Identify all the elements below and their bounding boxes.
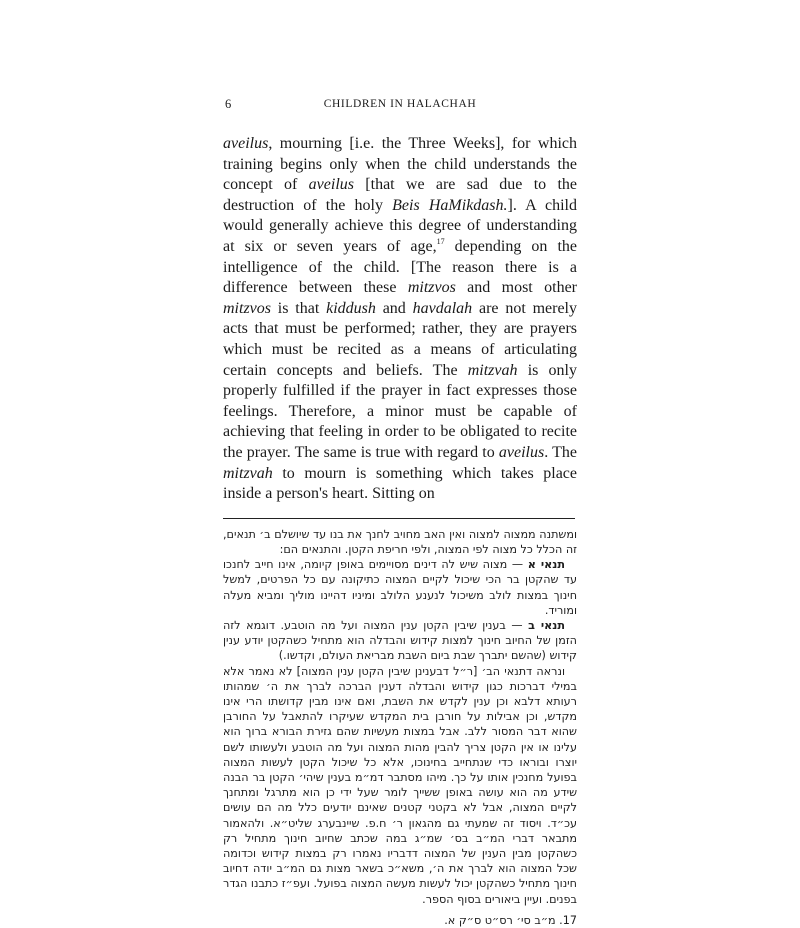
- page-number: 6: [225, 97, 232, 111]
- footnote-divider: [223, 518, 575, 519]
- italic-term: mitzvos: [223, 299, 271, 317]
- book-page: [223, 97, 577, 928]
- italic-term: mitzvah: [467, 361, 518, 379]
- italic-term: aveilus: [308, 176, 354, 194]
- text-run: depending on the intelligence of the child. [The reason there is a difference between these: [223, 237, 577, 297]
- condition-b-text: — בענין שיבין הקטן ענין המצוה ועל מה הוטבע. דוגמא לזה הזמן של החיוב חינוך למצות קידוש והבדלה הוא מתחיל כשהקטן יודע ענין קידוש (שהשם יתברך שבת ביום השבת מבריאת העולם, וקדשו.): [223, 618, 577, 663]
- footnote-condition-b: [223, 618, 577, 664]
- running-head: [223, 97, 577, 115]
- italic-term: mitzvah: [223, 464, 273, 482]
- footnote-ref: 17: [436, 236, 445, 246]
- footnote-17: 17. מ״ב סי׳ רס״ט ס״ק א.: [444, 913, 577, 927]
- text-run: , mourning [i.e. the Three Weeks], for which training begins only when the child understands the concept of: [223, 135, 577, 194]
- italic-term: aveilus: [223, 135, 269, 152]
- italic-term: havdalah: [412, 299, 473, 317]
- main-body-text: [223, 134, 577, 505]
- footnote-intro: ומשתנה ממצוה למצוה ואין האב מחויב לחנך את בנו עד שיושלם ב׳ תנאים, זה הכלל כל מצוה לפי המצוה, ולפי חריפת הקטן. והתנאים הם:: [223, 527, 577, 556]
- text-run: and: [375, 299, 413, 317]
- condition-a-text: — מצוה שיש לה דינים מסויימים באופן קיומה, אינו חייב לחנכו עד שהקטן בר הכי שיכול לקיים המצוה כתיקונה עם כל הפרטים, למשל חינוך במצות לולב משיכול לנענע הלולב ומיניו דהיינו מוליך ומביא מעלה ומוריד.: [223, 558, 577, 617]
- text-run: . The: [544, 443, 577, 461]
- italic-term: Beis HaMikdash.: [392, 196, 508, 214]
- text-run: is only properly fulfilled if the prayer in fact expresses those feelings. Therefore, a minor must be capable of achieving that feeling in order to be obligated to recite the prayer. The same is true with regard to: [223, 361, 577, 461]
- condition-b-label: תנאי ב: [528, 618, 565, 632]
- italic-term: mitzvos: [407, 279, 456, 297]
- text-run: to mourn is something which takes place inside a person's heart. Sitting on: [223, 464, 577, 503]
- hebrew-footnotes: [223, 527, 577, 928]
- text-run: is that: [271, 299, 327, 317]
- italic-term: aveilus: [498, 443, 545, 461]
- footnote-condition-a: [223, 557, 577, 618]
- book-title: CHILDREN IN HALACHAH: [323, 98, 477, 110]
- footnote-discussion: ונראה דתנאי הב׳ [ר״ל דבענינן שיבין הקטן ענין המצוה] לא נאמר אלא במילי דברכות כגון קידוש והבדלה דענין הברכה לברך את ה׳ שמהותו רעותא דלבא וכן ענין לקדש את השבת, ואם אינו מבין קדושתו הרי אינו מקדש, וכן אבילות על חורבן בית המקדש שעיקרו להתאבל על החורבן שהוא דבר המסור ללב. אבל במצות מעשיות שהם גזירת הבורא ברוך הוא עלינו או אין הקטן צריך להבין מהות המצוה ועל מה הוטבע ולעשותו לשם יוצרו ובוראו כדי שנתחייב בחינוכו, אלא כל שיכול הקטן לעשות המצוה בפועל מחנכין אותו על כך. מיהו מסתבר דמ״מ בענין שיהי׳ הקטן בר הבנה שידע מה הוא עושה באופן ששייך לומר שעל ידי כן הוא מתרגל ומתחנך לקיים המצוה, אבל לא בקטני קטנים שאינם יודעים כלל מה הם עושים עכ״ד. ויסוד זה שמעתי גם מהגאון ר׳ ח.פ. שיינבערג שליט״א. ולהאמור מתבאר דברי המ״ב בס׳ שמ״ג במה שכתב שחיוב חינוך מתחיל רק כשהקטן מבין הענין של המצוה דדבריו נאמרו רק במצות קידוש וכדומה שכל המצוה הוא לברך את ה׳, משא״כ בשאר מצות גם המ״ב יודה דחיוב חינוך מתחיל כשהקטן יכול לעשות מעשה המצוה בפועל. ועפ״ז כתבנו הגדר בפנים. ועיין ביאורים בסוף הספר.: [223, 664, 577, 906]
- condition-a-label: תנאי א: [527, 558, 565, 572]
- text-run: ]. A child would generally achieve this degree of understanding at six or seven years of age,: [223, 196, 578, 255]
- text-run: [that we are sad due to the destruction of the holy: [223, 176, 577, 214]
- main-paragraph: [223, 134, 577, 505]
- text-run: are not merely acts that must be performed; rather, they are prayers which must be recited as a means of articulating certain concepts and beliefs. The: [223, 299, 578, 379]
- text-run: and most other: [455, 279, 577, 297]
- italic-term: kiddush: [326, 299, 376, 317]
